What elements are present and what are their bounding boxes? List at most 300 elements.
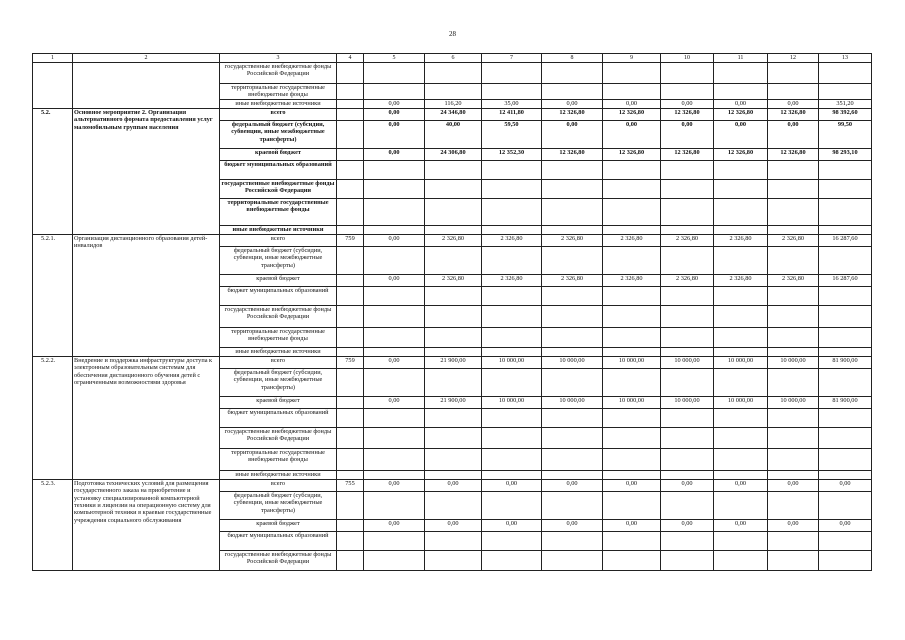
amount-cell [603,347,661,356]
amount-cell: 10 000,00 [603,356,661,368]
row-measure-name: Внедрение и поддержка инфраструктуры доступа к электронным образовательным системам для обеспечения дистанционного обучения детей с ограниченными возможностями здоровья [73,356,220,479]
amount-cell [819,305,872,327]
amount-cell [482,225,542,234]
amount-cell [364,198,425,225]
column-number: 2 [73,54,220,63]
amount-cell [661,427,714,448]
amount-cell [425,531,482,550]
amount-cell [768,427,819,448]
funding-source: всего [220,108,337,120]
amount-cell [364,84,425,100]
amount-cell: 2 326,80 [482,234,542,246]
amount-cell [714,448,768,470]
amount-cell [425,305,482,327]
amount-cell: 10 000,00 [714,356,768,368]
amount-cell: 21 900,00 [425,396,482,408]
amount-cell: 2 326,80 [768,234,819,246]
amount-cell: 0,00 [768,99,819,108]
amount-cell: 0,00 [542,519,603,531]
amount-cell: 10 000,00 [482,356,542,368]
amount-cell: 2 326,80 [714,274,768,286]
grbs-code [337,531,364,550]
amount-cell [603,305,661,327]
amount-cell [768,491,819,519]
funding-source: бюджет муниципальных образований [220,408,337,427]
row-code: 5.2.3. [33,479,73,570]
amount-cell [603,179,661,198]
amount-cell [768,160,819,179]
amount-cell: 2 326,80 [661,234,714,246]
row-measure-name: Подготовка технических условий для размещения государственного заказа на приобретение и установку специализированной компьютерной техники и лицензии на операционную систему для компьютерной техники в краевые государственные учреждения социального обслуживания [73,479,220,570]
amount-cell: 98 392,60 [819,108,872,120]
grbs-code [337,448,364,470]
amount-cell: 10 000,00 [542,396,603,408]
amount-cell [603,198,661,225]
amount-cell [819,63,872,84]
grbs-code [337,396,364,408]
table-row [33,234,872,246]
amount-cell [661,179,714,198]
amount-cell [661,448,714,470]
amount-cell [819,225,872,234]
amount-cell [425,491,482,519]
funding-source: бюджет муниципальных образований [220,286,337,305]
amount-cell [714,327,768,347]
amount-cell [819,246,872,274]
amount-cell [768,531,819,550]
amount-cell [542,408,603,427]
amount-cell [768,327,819,347]
grbs-code [337,148,364,160]
grbs-code [337,120,364,148]
amount-cell [482,470,542,479]
amount-cell [819,531,872,550]
amount-cell [661,408,714,427]
amount-cell [768,246,819,274]
amount-cell: 21 900,00 [425,356,482,368]
amount-cell: 0,00 [364,234,425,246]
amount-cell [542,198,603,225]
row-measure-name: Основное мероприятие 2. Организация альтернативного формата предоставления услуг маломобильным группам населения [73,108,220,234]
amount-cell: 24 306,80 [425,148,482,160]
amount-cell: 12 326,80 [768,108,819,120]
grbs-code [337,286,364,305]
amount-cell: 0,00 [819,479,872,491]
amount-cell [661,550,714,570]
column-number: 11 [714,54,768,63]
column-number: 13 [819,54,872,63]
funding-source: федеральный бюджет (субсидии, субвенции, иные межбюджетные трансферты) [220,246,337,274]
amount-cell [542,448,603,470]
column-number: 9 [603,54,661,63]
amount-cell [603,491,661,519]
amount-cell [714,427,768,448]
funding-source: краевой бюджет [220,274,337,286]
row-measure-name: Организация дистанционного образования детей-инвалидов [73,234,220,356]
grbs-code [337,63,364,84]
amount-cell: 40,00 [425,120,482,148]
amount-cell [768,448,819,470]
amount-cell [542,470,603,479]
amount-cell [661,347,714,356]
amount-cell: 0,00 [542,479,603,491]
amount-cell: 0,00 [364,120,425,148]
amount-cell [714,305,768,327]
amount-cell [425,63,482,84]
amount-cell [364,63,425,84]
amount-cell: 2 326,80 [603,274,661,286]
grbs-code [337,470,364,479]
amount-cell: 59,50 [482,120,542,148]
amount-cell [819,550,872,570]
grbs-code [337,519,364,531]
table-body [33,54,872,571]
amount-cell [482,63,542,84]
amount-cell: 0,00 [603,99,661,108]
amount-cell [661,305,714,327]
amount-cell: 2 326,80 [768,274,819,286]
column-number: 4 [337,54,364,63]
funding-source: территориальные государственные внебюджетные фонды [220,327,337,347]
amount-cell: 0,00 [714,519,768,531]
amount-cell: 0,00 [661,519,714,531]
amount-cell [661,246,714,274]
amount-cell [542,327,603,347]
amount-cell [661,160,714,179]
grbs-code [337,427,364,448]
grbs-code: 759 [337,356,364,368]
funding-source: государственные внебюджетные фонды Российской Федерации [220,427,337,448]
amount-cell [714,470,768,479]
amount-cell [714,550,768,570]
amount-cell [482,84,542,100]
amount-cell [542,246,603,274]
amount-cell: 2 326,80 [542,234,603,246]
amount-cell [482,368,542,396]
column-number: 1 [33,54,73,63]
page-number: 28 [449,30,456,38]
amount-cell [819,491,872,519]
amount-cell [482,531,542,550]
amount-cell [425,198,482,225]
column-number: 7 [482,54,542,63]
amount-cell [482,408,542,427]
amount-cell [661,84,714,100]
amount-cell [482,427,542,448]
funding-source: всего [220,479,337,491]
amount-cell [425,160,482,179]
amount-cell: 0,00 [482,479,542,491]
amount-cell: 0,00 [364,274,425,286]
amount-cell: 98 293,10 [819,148,872,160]
amount-cell [364,246,425,274]
amount-cell: 12 352,30 [482,148,542,160]
amount-cell [768,286,819,305]
grbs-code [337,160,364,179]
amount-cell: 0,00 [661,120,714,148]
amount-cell: 0,00 [768,479,819,491]
table-row [33,479,872,491]
amount-cell [819,160,872,179]
amount-cell [661,225,714,234]
amount-cell [542,160,603,179]
table-row [33,356,872,368]
amount-cell: 12 326,80 [661,108,714,120]
amount-cell [542,225,603,234]
grbs-code [337,179,364,198]
grbs-code [337,305,364,327]
amount-cell [425,448,482,470]
amount-cell: 10 000,00 [603,396,661,408]
grbs-code [337,274,364,286]
amount-cell [542,63,603,84]
table-row [33,108,872,120]
amount-cell: 0,00 [714,120,768,148]
amount-cell [542,286,603,305]
amount-cell [364,160,425,179]
amount-cell [603,286,661,305]
amount-cell [364,179,425,198]
amount-cell: 2 326,80 [425,234,482,246]
amount-cell: 2 326,80 [714,234,768,246]
amount-cell [768,408,819,427]
amount-cell [425,427,482,448]
amount-cell: 0,00 [661,479,714,491]
amount-cell [768,305,819,327]
amount-cell [819,427,872,448]
amount-cell: 2 326,80 [425,274,482,286]
amount-cell [482,347,542,356]
amount-cell [661,63,714,84]
amount-cell [768,550,819,570]
amount-cell: 0,00 [661,99,714,108]
funding-source: бюджет муниципальных образований [220,160,337,179]
amount-cell [819,327,872,347]
grbs-code [337,108,364,120]
amount-cell: 351,20 [819,99,872,108]
amount-cell [714,531,768,550]
grbs-code [337,491,364,519]
column-number: 12 [768,54,819,63]
amount-cell: 0,00 [603,479,661,491]
amount-cell [714,160,768,179]
amount-cell [768,347,819,356]
amount-cell [364,427,425,448]
funding-source: иные внебюджетные источники [220,470,337,479]
amount-cell [482,327,542,347]
funding-source: территориальные государственные внебюджетные фонды [220,84,337,100]
amount-cell: 10 000,00 [768,356,819,368]
amount-cell: 12 326,80 [603,148,661,160]
amount-cell [482,550,542,570]
budget-table [32,53,872,571]
amount-cell [364,491,425,519]
amount-cell: 0,00 [603,120,661,148]
amount-cell [482,160,542,179]
amount-cell [714,179,768,198]
row-measure-name [73,63,220,109]
amount-cell [714,225,768,234]
funding-source: всего [220,356,337,368]
amount-cell [364,408,425,427]
grbs-code: 759 [337,234,364,246]
amount-cell [425,347,482,356]
row-code: 5.2.2. [33,356,73,479]
amount-cell [819,179,872,198]
amount-cell [425,550,482,570]
amount-cell: 99,50 [819,120,872,148]
funding-source: территориальные государственные внебюджетные фонды [220,198,337,225]
amount-cell: 0,00 [364,356,425,368]
amount-cell [819,408,872,427]
amount-cell [482,491,542,519]
amount-cell [768,84,819,100]
amount-cell: 0,00 [482,519,542,531]
column-number: 8 [542,54,603,63]
amount-cell: 0,00 [542,99,603,108]
funding-source: государственные внебюджетные фонды Российской Федерации [220,550,337,570]
funding-source: федеральный бюджет (субсидии, субвенции, иные межбюджетные трансферты) [220,368,337,396]
grbs-code [337,408,364,427]
amount-cell [364,470,425,479]
amount-cell [425,368,482,396]
amount-cell [364,550,425,570]
amount-cell [542,550,603,570]
amount-cell [819,84,872,100]
amount-cell: 12 326,80 [542,148,603,160]
amount-cell: 0,00 [364,148,425,160]
amount-cell: 10 000,00 [714,396,768,408]
amount-cell: 116,20 [425,99,482,108]
amount-cell: 24 346,80 [425,108,482,120]
column-number: 3 [220,54,337,63]
amount-cell [768,470,819,479]
grbs-code [337,550,364,570]
amount-cell [542,491,603,519]
amount-cell [482,305,542,327]
amount-cell: 0,00 [819,519,872,531]
amount-cell [714,491,768,519]
amount-cell [425,286,482,305]
grbs-code [337,368,364,396]
amount-cell [425,179,482,198]
amount-cell [482,246,542,274]
grbs-code [337,99,364,108]
amount-cell [661,491,714,519]
amount-cell [819,347,872,356]
amount-cell: 10 000,00 [661,356,714,368]
column-number: 6 [425,54,482,63]
amount-cell [714,84,768,100]
amount-cell [661,368,714,396]
grbs-code [337,225,364,234]
grbs-code [337,198,364,225]
amount-cell [768,63,819,84]
amount-cell [425,327,482,347]
amount-cell [714,63,768,84]
amount-cell [603,550,661,570]
amount-cell [768,225,819,234]
amount-cell: 10 000,00 [542,356,603,368]
row-code: 5.2.1. [33,234,73,356]
amount-cell [819,198,872,225]
amount-cell [542,368,603,396]
amount-cell: 81 900,00 [819,356,872,368]
amount-cell [364,531,425,550]
amount-cell: 0,00 [364,108,425,120]
funding-source: иные внебюджетные источники [220,99,337,108]
amount-cell [714,347,768,356]
amount-cell [425,408,482,427]
amount-cell [364,305,425,327]
amount-cell: 12 326,80 [768,148,819,160]
amount-cell: 12 326,80 [714,108,768,120]
amount-cell [542,531,603,550]
grbs-code [337,347,364,356]
amount-cell: 81 900,00 [819,396,872,408]
funding-source: федеральный бюджет (субсидии, субвенции, иные межбюджетные трансферты) [220,120,337,148]
amount-cell [364,368,425,396]
amount-cell [482,198,542,225]
amount-cell: 10 000,00 [482,396,542,408]
amount-cell: 2 326,80 [482,274,542,286]
amount-cell: 12 411,80 [482,108,542,120]
amount-cell [768,368,819,396]
amount-cell: 12 326,80 [661,148,714,160]
amount-cell [661,470,714,479]
amount-cell [425,225,482,234]
amount-cell [603,160,661,179]
amount-cell: 0,00 [768,519,819,531]
amount-cell: 16 287,60 [819,274,872,286]
funding-source: краевой бюджет [220,396,337,408]
amount-cell [603,327,661,347]
amount-cell [364,347,425,356]
amount-cell [714,198,768,225]
amount-cell [364,448,425,470]
amount-cell [603,408,661,427]
column-number-row [33,54,872,63]
amount-cell: 0,00 [425,479,482,491]
funding-source: иные внебюджетные источники [220,225,337,234]
amount-cell [542,84,603,100]
amount-cell [425,84,482,100]
amount-cell [714,408,768,427]
amount-cell: 0,00 [768,120,819,148]
amount-cell [714,286,768,305]
amount-cell: 0,00 [714,479,768,491]
funding-source: территориальные государственные внебюджетные фонды [220,448,337,470]
amount-cell: 0,00 [364,99,425,108]
amount-cell [768,198,819,225]
amount-cell [425,246,482,274]
amount-cell: 12 326,80 [603,108,661,120]
amount-cell [819,470,872,479]
amount-cell [661,327,714,347]
amount-cell [425,470,482,479]
amount-cell [364,286,425,305]
amount-cell [364,225,425,234]
amount-cell [603,225,661,234]
grbs-code [337,327,364,347]
amount-cell [542,179,603,198]
column-number: 5 [364,54,425,63]
amount-cell [768,179,819,198]
grbs-code [337,246,364,274]
amount-cell [542,305,603,327]
amount-cell: 0,00 [364,519,425,531]
funding-source: краевой бюджет [220,519,337,531]
